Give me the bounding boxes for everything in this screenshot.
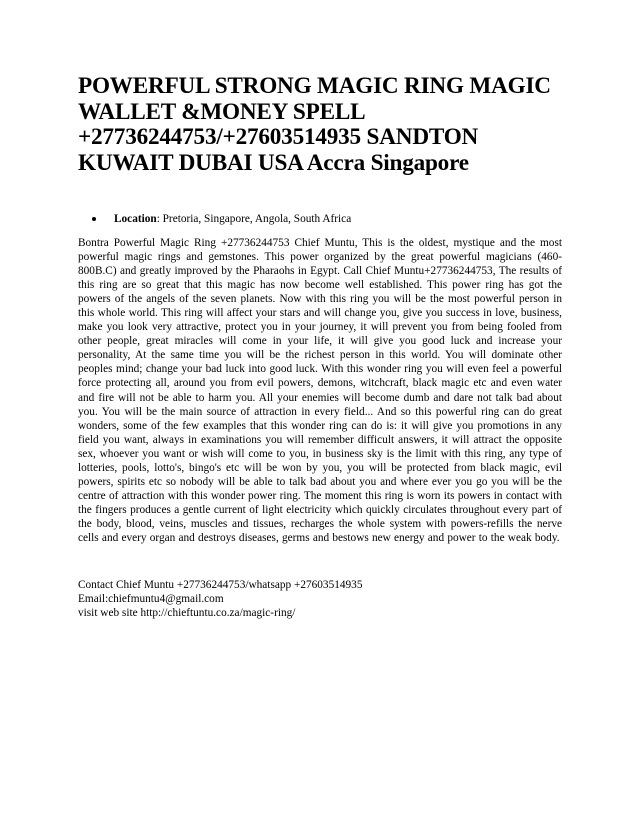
website-line: visit web site http://chieftuntu.co.za/magic-ring/ (78, 607, 296, 619)
location-label: Location (114, 213, 157, 225)
email-line: Email:chiefmuntu4@gmail.com (78, 593, 224, 605)
location-item (78, 212, 351, 226)
contact-line: Contact Chief Muntu +27736244753/whatsapp +27603514935 (78, 579, 363, 591)
body-paragraph: Bontra Powerful Magic Ring +27736244753 Chief Muntu, This is the oldest, mystique and the most powerful magic rings and gemstones. This power organized by the great powerful magicians (460-800B.C) and greatly improved by the Pharaohs in Egypt. Call Chief Muntu+27736244753, The results of this ring are so great that this magic has now become well established. This power ring has got the powers of the angels of the seven planets. Now with this ring you will be the most powerful person in this whole world. This ring will affect your stars and will change you, give you success in love, business, make you look very attractive, protect you in your journey, it will prevent you from being fooled from other people, great miracles will come in your life, it will give you good luck and increase your personality, At the same time you will be the richest person in this world. You will dominate other peoples mind; change your bad luck into good luck. With this wonder ring you will even feel a powerful force protecting all, around you from evil powers, demons, witchcraft, black magic etc and even water and fire will not be able to harm you. All your enemies will become dumb and dare not talk bad about you. You will be the main source of attraction in every field... And so this powerful ring can do great wonders, some of the few examples that this wonder ring can do is: it will give you promotions in any field you want, always in examinations you will remember difficult answers, it will attract the opposite sex, whoever you want or wish will come to you, in business sky is the limit with this ring, any type of lotteries, pools, lotto's, bingo's etc will be won by you, you will be protected from black magic, evil powers, spirits etc so nobody will be able to talk bad about you and where ever you go you will be the centre of attraction with this wonder power ring. The moment this ring is worn its powers in contact with the fingers produces a gentle current of light electricity which quickly circulates throughout every part of the body, blood, veins, muscles and tissues, recharges the whole system with powers-refills the nerve cells and every organ and destroys diseases, germs and bestows new energy and power to the weak body. (78, 237, 562, 544)
location-list (78, 212, 351, 226)
document-title: POWERFUL STRONG MAGIC RING MAGIC WALLET &MONEY SPELL +27736244753/+27603514935 SANDTON KUWAIT DUBAI USA Accra Singapore (78, 73, 551, 176)
bullet-icon (92, 217, 96, 221)
location-value: : Pretoria, Singapore, Angola, South Africa (156, 213, 352, 225)
